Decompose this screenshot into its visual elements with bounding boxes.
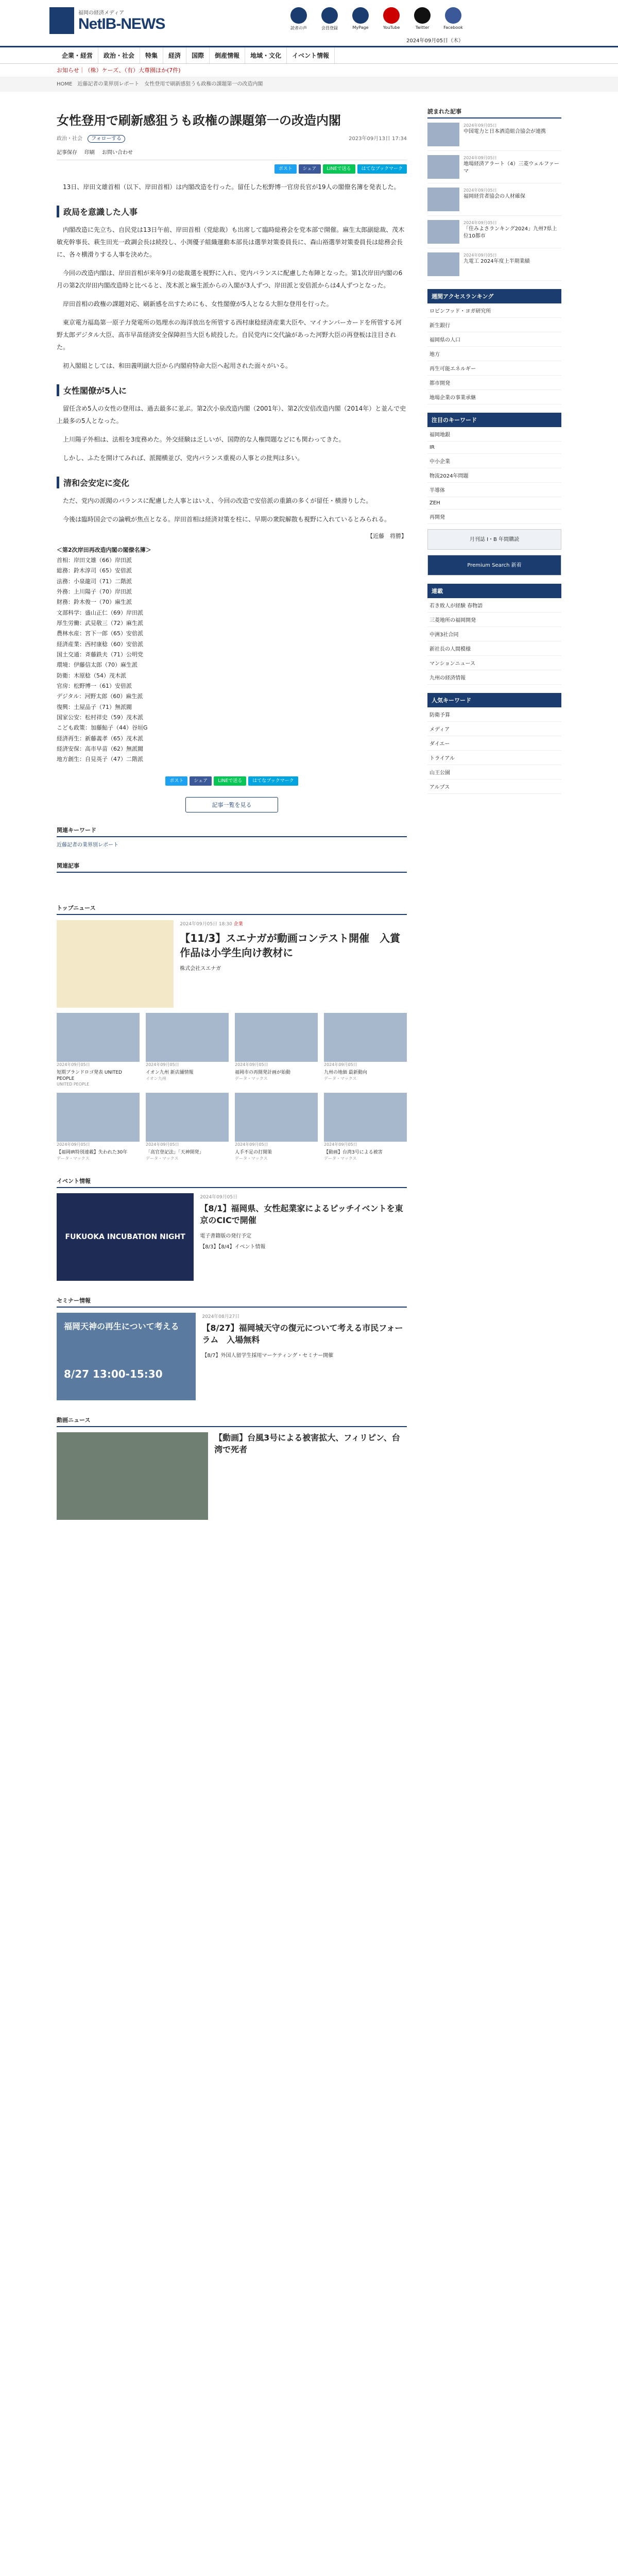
header-icon-label: 会員登録 [321, 26, 338, 30]
top-news-grid [57, 1013, 407, 1161]
column-item[interactable]: 中洲3社合同 [427, 627, 561, 641]
cabinet-row: 経済安保：高市早苗（62）無派閥 [57, 745, 143, 753]
video-title[interactable]: 【動画】台風3号による被害拡大、フィリピン、台湾で死者 [214, 1433, 400, 1454]
popular-item[interactable] [427, 118, 561, 151]
nav-item[interactable]: 国際 [186, 47, 210, 63]
cabinet-row: 首相：岸田文雄（66）岸田派 [57, 556, 132, 564]
share-bar [57, 164, 407, 174]
top-feature[interactable] [57, 920, 407, 1008]
feature-image [57, 920, 174, 1008]
popular-date: 2024年09月05日 [464, 188, 497, 193]
body-paragraph: ただ、党内の派閥のバランスに配慮した人事とはいえ、今回の改造で安倍派の重鎮の多くが留任・横滑りした。 [63, 497, 372, 504]
top-news-source: UNITED PEOPLE [57, 1082, 90, 1087]
rank-item[interactable]: 都市開発 [427, 376, 561, 390]
access-heading: 週間アクセスランキング [427, 289, 561, 303]
nav-item[interactable]: 政治・社会 [98, 47, 140, 63]
top-news-card[interactable] [57, 1013, 140, 1087]
cabinet-row: 防衛：木原稔（54）茂木派 [57, 672, 126, 679]
header-icon-item[interactable] [381, 7, 402, 31]
popular-title[interactable]: 九電工 2024年度上半期業績 [464, 259, 530, 265]
top-news-card[interactable] [57, 1093, 140, 1161]
cabinet-row: 経済再生：新藤義孝（65）茂木派 [57, 735, 143, 742]
nav-item[interactable]: 特集 [140, 47, 163, 63]
category-item[interactable]: 山王公園 [427, 765, 561, 779]
breadcrumb[interactable]: HOME 近藤記者の業界別レポート 女性登用で刷新感狙うも政権の課題第一の改造内閣 [0, 77, 618, 92]
related-heading: 関連記事 [57, 861, 407, 873]
keyword-item[interactable]: IR [427, 442, 561, 454]
logo-mark [49, 7, 74, 34]
body-paragraph: 今後は臨時国会での論戦が焦点となる。岸田首相は経済対策を柱に、早期の衆院解散も視野に入れているとみられる。 [63, 515, 391, 523]
feature-date: 2024年09月05日 18:30 [180, 921, 232, 927]
popular-heading: 読まれた記事 [427, 107, 561, 118]
keywords-heading: 注目のキーワード [427, 413, 561, 427]
article-tool[interactable]: お問い合わせ [102, 149, 133, 156]
site-tagline: 福岡の経済メディア [78, 10, 125, 16]
banner-2[interactable]: Premium Search 新着 [427, 555, 561, 575]
popular-date: 2024年09月05日 [464, 221, 497, 225]
share-button[interactable]: はてなブックマーク [248, 776, 298, 786]
column-item[interactable]: 新社長の人間模様 [427, 641, 561, 656]
top-news-title[interactable]: 【福岡IR特別連載】失われた30年 [57, 1150, 128, 1156]
header-icon-item[interactable] [288, 7, 309, 31]
body-paragraph: 留任含め5人の女性の登用は、過去最多に並ぶ。第2次小泉改造内閣（2001年）、第2次安倍改造内閣（2014年）と並んで史上最多の5人となった。 [57, 404, 406, 425]
category-item[interactable]: ダイエー [427, 736, 561, 751]
header-icons [288, 7, 464, 31]
site-name: NetIB-NEWS [78, 15, 165, 32]
top-news-title[interactable]: 福岡市の再開発計画が始動 [235, 1070, 291, 1075]
top-news-title[interactable]: 短期ブランドロゴ発表 UNITED PEOPLE [57, 1070, 122, 1081]
keyword-item[interactable]: 再開発 [427, 510, 561, 524]
popular-date: 2024年09月05日 [464, 156, 497, 160]
top-news-source: イオン九州 [146, 1076, 166, 1081]
article-tool[interactable]: 記事保存 [57, 149, 77, 156]
more-articles-button[interactable]: 記事一覧を見る [185, 797, 278, 812]
header-icon-item[interactable] [412, 7, 433, 31]
mypage-icon [352, 7, 369, 24]
top-news-image [146, 1013, 229, 1062]
events-heading: イベント情報 [57, 1177, 407, 1188]
cabinet-list [57, 545, 407, 765]
nav-item[interactable]: 倒産情報 [210, 47, 245, 63]
popular-thumb [427, 155, 459, 179]
share-button[interactable]: はてなブックマーク [357, 164, 407, 174]
top-news-source: データ・マックス [146, 1156, 179, 1161]
share-button[interactable]: ポスト [165, 776, 187, 786]
share-button[interactable]: LINEで送る [323, 164, 355, 174]
cabinet-row: こども政策：加藤鮎子（44）谷垣G [57, 724, 148, 732]
header-icon-item[interactable] [319, 7, 340, 31]
popular-thumb [427, 188, 459, 211]
popular-text [464, 252, 530, 276]
event-date: 2024年09月05日 [200, 1195, 238, 1200]
header-icon-item[interactable] [443, 7, 464, 31]
cabinet-row: 国家公安：松村祥史（59）茂木派 [57, 714, 143, 721]
cabinet-row: 地方創生：自見英子（47）二階派 [57, 756, 143, 763]
category-item[interactable]: メディア [427, 722, 561, 736]
nav-item[interactable]: 経済 [163, 47, 186, 63]
top-news-date: 2024年09月05日 [235, 1142, 268, 1147]
top-news-title[interactable]: 人手不足の打開策 [235, 1150, 272, 1156]
seminar-heading: セミナー情報 [57, 1296, 407, 1308]
section-heading-3: 清和会安定に変化 [57, 477, 407, 488]
header-icon-item[interactable] [350, 7, 371, 31]
share-button[interactable]: シェア [299, 164, 321, 174]
seminar-item[interactable] [57, 1313, 407, 1400]
rank-item[interactable]: 再生可能エネルギー [427, 361, 561, 376]
keyword-heading: 関連キーワード [57, 826, 407, 837]
cabinet-row: 総務：鈴木淳司（65）安倍派 [57, 567, 132, 574]
seminar-title[interactable]: 【8/27】福岡城天守の復元について考える市民フォーラム 入場無料 [202, 1323, 403, 1345]
body-paragraph: 初入閣組としては、和田義明副大臣から内閣府特命大臣へ起用された面々がいる。 [63, 362, 292, 369]
popular-thumb [427, 220, 459, 244]
rank-item[interactable]: ロビンフッド・ヨガ研究所 [427, 303, 561, 318]
x-icon [414, 7, 431, 24]
cabinet-row: 農林水産：宮下一郎（65）安倍派 [57, 630, 143, 637]
top-news-card[interactable] [324, 1013, 407, 1087]
seminar-image [57, 1313, 196, 1400]
site-header [0, 0, 618, 47]
top-news-title[interactable]: 【動画】台湾3号による被害 [324, 1150, 383, 1156]
article-tools [57, 148, 407, 160]
share-button[interactable]: シェア [190, 776, 212, 786]
popular-item[interactable] [427, 216, 561, 248]
rank-item[interactable]: 地場企業の事業承継 [427, 390, 561, 404]
header-icon-label: MyPage [352, 25, 369, 30]
nav-item[interactable]: 地域・文化 [245, 47, 287, 63]
popular-item[interactable] [427, 183, 561, 216]
top-news-card[interactable] [146, 1013, 229, 1087]
article-title: 女性登用で刷新感狙うも政権の課題第一の改造内閣 [57, 113, 341, 128]
cat-heading: 人気キーワード [427, 693, 561, 707]
top-news-date: 2024年09月05日 [57, 1062, 90, 1067]
lead-paragraph: 13日、岸田文雄首相（以下、岸田首相）は内閣改造を行った。留任した松野博一官房長官が19人の閣僚名簿を発表した。 [63, 183, 400, 191]
popular-item[interactable] [427, 248, 561, 281]
banner-1[interactable]: 月刊誌 I・B 年間購読 [427, 529, 561, 550]
category-item[interactable]: 防衛予算 [427, 707, 561, 722]
seminar-time: 8/27 13:00-15:30 [64, 1368, 163, 1381]
keyword-item[interactable]: 中小企業 [427, 454, 561, 468]
header-icon-label: Facebook [443, 25, 463, 30]
keyword-item[interactable]: ZEH [427, 497, 561, 510]
seminar-date: 2024年08月27日 [202, 1314, 240, 1320]
event-title[interactable]: 【8/1】福岡県、女性起業家によるピッチイベントを東京のCICで開催 [200, 1204, 403, 1225]
popular-title[interactable]: 中国電力と日本酒造組合協会が連携 [464, 129, 546, 135]
top-news-image [146, 1093, 229, 1142]
main-nav [0, 47, 618, 64]
top-news-heading: トップニュース [57, 904, 407, 915]
top-news-source: データ・マックス [57, 1156, 90, 1161]
popular-item[interactable] [427, 151, 561, 183]
top-news-card[interactable] [146, 1093, 229, 1161]
top-news-source: データ・マックス [324, 1076, 357, 1081]
body-paragraph: 今回の改造内閣は、岸田首相が来年9月の総裁選を視野に入れ、党内バランスに配慮した布陣となった。第1次岸田内閣の6月の第2次岸田内閣改造時と比べると、茂木派と麻生派からの入閣が3人ずつ、岸田派と安倍派からは4人ずつとなった。 [57, 269, 403, 289]
body-paragraph: 岸田首相の政権の課題対応、刷新感を出すためにも、女性閣僚が5人となる大胆な登用を行った。 [63, 300, 333, 308]
keyword-item[interactable]: 半導体 [427, 483, 561, 497]
cabinet-row: 外務：上川陽子（70）岸田派 [57, 588, 132, 595]
top-news-date: 2024年09月05日 [57, 1142, 90, 1147]
popular-title[interactable]: 地場経済アラート（4）三菱ウェルファーマ [464, 161, 559, 175]
event-item[interactable] [57, 1193, 407, 1281]
article-category[interactable]: 政治・社会 [57, 135, 82, 142]
ask-icon [290, 7, 307, 24]
column-item[interactable]: 九州の経済情報 [427, 670, 561, 685]
popular-text [464, 220, 561, 244]
rank-item[interactable]: 福岡県の人口 [427, 332, 561, 347]
nav-item[interactable]: 企業・経営 [57, 47, 98, 63]
article-tool[interactable]: 印刷 [84, 149, 95, 156]
top-news-image [324, 1093, 407, 1142]
top-news-title[interactable]: イオン九州 新店舗情報 [146, 1070, 194, 1075]
share-button[interactable]: LINEで送る [214, 776, 246, 786]
section-heading-2: 女性閣僚が5人に [57, 384, 407, 396]
video-heading: 動画ニュース [57, 1416, 407, 1427]
seminar-banner: 福岡天神の再生について考える [64, 1321, 179, 1332]
top-news-title[interactable]: 九州の地価 最新動向 [324, 1070, 367, 1075]
header-icon-label: 読者の声 [290, 26, 307, 30]
popular-date: 2024年09月05日 [464, 123, 497, 128]
event-more-2[interactable]: 【8/3】【8/4】イベント情報 [200, 1244, 266, 1250]
top-news-date: 2024年09月05日 [235, 1062, 268, 1067]
byline: 【近藤 将勝】 [367, 532, 407, 539]
cabinet-row: 経済産業：西村康稔（60）安倍派 [57, 640, 143, 648]
share-button[interactable]: ポスト [274, 164, 297, 174]
top-news-date: 2024年09月05日 [146, 1062, 179, 1067]
top-news-card[interactable] [235, 1013, 318, 1087]
body-paragraph: 東京電力福島第一原子力発電所の処理水の海洋放出を所管する西村康稔経済産業大臣や、マイナンバーカードを所管する河野太郎デジタル大臣、高市早苗経済安全保障担当大臣も続投した。自民党内に交代論があった河野大臣の再登板は注目された。 [57, 318, 402, 351]
top-news-title[interactable]: 「高官登記法」「天神開発」 [146, 1150, 204, 1156]
top-news-image [235, 1093, 318, 1142]
body-paragraph: 内閣改造に先立ち、自民党は13日午前、岸田首相（党総裁）も出席して臨時総務会を党本部で開催。麻生太郎副総裁、茂木敏充幹事長、萩生田光一政調会長は続投し、小渕優子組織運動本部長は選挙対策委員長に、森山裕選挙対策委員長は総務会長に、各々横滑りする人事を決めた。 [57, 226, 405, 258]
feature-title[interactable]: 【11/3】スエナガが動画コンテスト開催 入賞作品は小学生向け教材に [180, 931, 401, 959]
top-news-source: データ・マックス [324, 1156, 357, 1161]
cabinet-row: 環境：伊藤信太郎（70）麻生派 [57, 662, 138, 669]
top-news-date: 2024年09月05日 [146, 1142, 179, 1147]
feature-source: 株式会社スエナガ [180, 965, 221, 972]
cabinet-row: 文部科学：盛山正仁（69）岸田派 [57, 609, 143, 616]
nav-item[interactable]: イベント情報 [287, 47, 335, 63]
top-news-card[interactable] [235, 1093, 318, 1161]
popular-text [464, 188, 525, 211]
body-paragraph: 上川陽子外相は、法相を3度務めた。外交経験は乏しいが、国際的な人権問題などにも関わってきた。 [63, 435, 345, 443]
article-main [57, 107, 407, 1520]
top-news-source: データ・マックス [235, 1076, 268, 1081]
current-date: 2024年09月05日（木） [406, 38, 464, 44]
youtube-icon [383, 7, 400, 24]
cabinet-row: 財務：鈴木俊一（70）麻生派 [57, 599, 132, 606]
news-ticker[interactable]: お知らせ｜（株）ケーズ、（有）大尊園ほか(7件) [0, 64, 618, 77]
follow-button[interactable]: フォローする [88, 135, 125, 143]
login-icon [321, 7, 338, 24]
video-thumb [57, 1432, 208, 1520]
facebook-icon [445, 7, 461, 24]
section-heading-1: 政局を意識した人事 [57, 206, 407, 217]
body-paragraph: しかし、ふたを開けてみれば、派閥横並び、党内バランス重視の人事との批判は多い。 [63, 454, 304, 462]
popular-text [464, 155, 561, 179]
top-news-image [235, 1013, 318, 1062]
header-icon-label: YouTube [383, 25, 400, 30]
popular-date: 2024年09月05日 [464, 253, 497, 258]
article-date: 2023年09月13日 17:34 [349, 135, 407, 142]
keyword-item[interactable]: 福岡地銀 [427, 427, 561, 442]
top-news-source: データ・マックス [235, 1156, 268, 1161]
popular-thumb [427, 123, 459, 146]
column-heading: 連載 [427, 584, 561, 598]
column-item[interactable]: 若き敗人が経験 春物語 [427, 598, 561, 613]
share-bar-bottom [57, 776, 407, 786]
column-item[interactable]: マンションニュース [427, 656, 561, 670]
event-image: FUKUOKA INCUBATION NIGHT [57, 1193, 194, 1281]
rank-item[interactable]: 地方 [427, 347, 561, 361]
cabinet-row: 官房：松野博一（61）安倍派 [57, 683, 132, 690]
header-icon-label: Twitter [415, 25, 430, 30]
category-item[interactable]: トライアル [427, 751, 561, 765]
top-news-image [57, 1093, 140, 1142]
popular-title[interactable]: 「住みよさランキング2024」九州7県上位10都市 [464, 226, 557, 240]
cabinet-row: 復興：土屋品子（71）無派閥 [57, 703, 132, 710]
top-news-card[interactable] [324, 1093, 407, 1161]
popular-title[interactable]: 福岡経営者協会の人材確保 [464, 194, 525, 200]
category-item[interactable]: アルプス [427, 779, 561, 794]
article-meta [57, 134, 407, 142]
popular-thumb [427, 252, 459, 276]
sidebar [427, 107, 561, 794]
top-news-date: 2024年09月05日 [324, 1062, 357, 1067]
cabinet-list-title: ＜第2次岸田再改造内閣の閣僚名簿＞ [57, 546, 151, 553]
top-news-image [324, 1013, 407, 1062]
popular-text [464, 123, 546, 146]
video-item[interactable] [57, 1432, 407, 1520]
rank-item[interactable]: 新生銀行 [427, 318, 561, 332]
column-item[interactable]: 三菱地所の福岡開発 [427, 613, 561, 627]
cabinet-row: 厚生労働：武見敬三（72）麻生派 [57, 620, 143, 626]
event-more-1[interactable]: 電子書籍版の発行予定 [200, 1233, 252, 1240]
keyword-item[interactable]: 物流2024年問題 [427, 468, 561, 483]
site-logo[interactable] [49, 5, 183, 36]
top-news-date: 2024年09月05日 [324, 1142, 357, 1147]
seminar-sub[interactable]: 【8/7】外国人留学生採用マーケティング・セミナー開催 [202, 1353, 334, 1359]
cabinet-row: 国土交通：斉藤鉄夫（71）公明党 [57, 651, 143, 658]
keyword-link[interactable]: 近藤記者の業界別レポート [57, 842, 118, 848]
cabinet-row: デジタル：河野太郎（60）麻生派 [57, 693, 143, 700]
feature-tag: 企業 [233, 921, 243, 927]
top-news-image [57, 1013, 140, 1062]
cabinet-row: 法務：小泉龍司（71）二階派 [57, 578, 132, 585]
